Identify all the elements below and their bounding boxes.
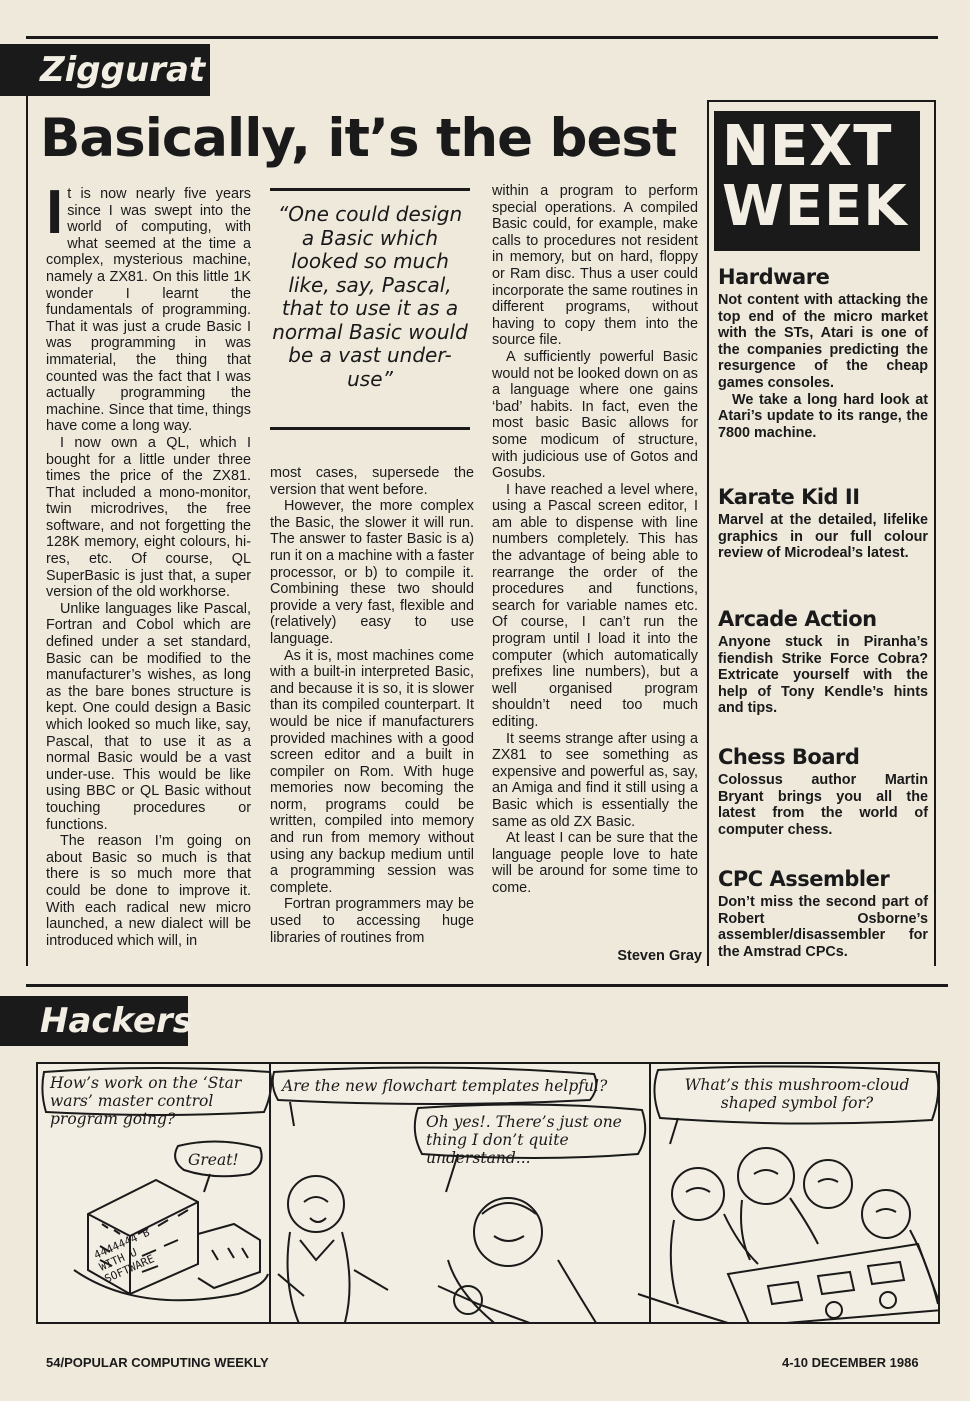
paragraph: within a program to perform special operations. A compiled Basic could, for example, make calls to procedures not resident in memory, but on hard, floppy or Ram disc. Thus a user could incorporate the same routines in different programs, without having to copy them into the source file. bbox=[492, 183, 698, 349]
article-bottom-rule bbox=[26, 984, 948, 987]
next-week-banner bbox=[714, 111, 920, 251]
next-week-item-body: Don’t miss the second part of Robert Osborne’s assembler/disassembler for the Amstrad CPCs. bbox=[718, 894, 928, 960]
hackers-cartoon-strip bbox=[36, 1062, 940, 1324]
next-week-item-cpc-assembler bbox=[718, 866, 928, 960]
paragraph: A sufficiently powerful Basic would not be looked down on as a language where one gains ‘bad’ habits. In fact, even the most basic Basic allows for some modicum of structure, with judicious use of Gotos and Gosubs. bbox=[492, 348, 698, 482]
next-week-item-title: Arcade Action bbox=[718, 607, 877, 631]
article-column-1 bbox=[46, 178, 251, 949]
cartoon-bubble-2: Great! bbox=[188, 1151, 239, 1169]
next-week-item-body: Anyone stuck in Piranha’s fiendish Strike Force Cobra? Extricate yourself with the help of Tony Kendle’s hints and tips. bbox=[718, 634, 928, 717]
paragraph: The reason I’m going on about Basic so much is that there is so much more that could be done to improve it. With each radical new micro launched, a new dialect will be introduced which will, in bbox=[46, 833, 251, 949]
paragraph: As it is, most machines come with a built-in interpreted Basic, and because it is so, it is slower than its compiled counterpart. It would be nice if manufacturers provided machines with a good screen editor and a built in compiler on Rom. With huge memories now becoming the norm, programs could be written, compiled into memory and run from memory without using any backup medium until a programming session was complete. bbox=[270, 647, 474, 896]
cartoon-bubble-5: What’s this mushroom-cloud shaped symbol for? bbox=[684, 1076, 910, 1112]
section-tab-hackers: Hackers bbox=[0, 996, 188, 1046]
next-week-item-arcade-action bbox=[718, 606, 928, 717]
cartoon-bubble-3: Are the new flowchart templates helpful? bbox=[282, 1077, 608, 1095]
next-week-item-body: Colossus author Martin Bryant brings you all the latest from the world of computer chess. bbox=[718, 772, 928, 838]
pull-quote: “One could design a Basic which looked so much like, say, Pascal, that to use it as a normal Basic would be a vast under-use” bbox=[270, 188, 470, 430]
next-week-banner-line2: WEEK bbox=[722, 174, 908, 239]
next-week-banner-line1: NEXT bbox=[722, 114, 893, 179]
next-week-item-body: Marvel at the detailed, lifelike graphics in our full colour review of Microdeal’s latest. bbox=[718, 512, 928, 562]
footer-issue-date: 4-10 DECEMBER 1986 bbox=[782, 1355, 919, 1370]
next-week-item-title: Karate Kid II bbox=[718, 485, 860, 509]
sidebar-divider bbox=[707, 100, 709, 966]
article-column-3 bbox=[492, 183, 698, 897]
next-week-item-karate-kid bbox=[718, 484, 928, 562]
next-week-item-hardware bbox=[718, 264, 928, 441]
sidebar-top-rule bbox=[707, 100, 936, 102]
paragraph: most cases, supersede the version that went before. bbox=[270, 465, 474, 498]
next-week-item-body: We take a long hard look at Atari’s update to its range, the 7800 machine. bbox=[718, 391, 928, 441]
top-rule bbox=[26, 36, 938, 39]
footer-page-info: 54/POPULAR COMPUTING WEEKLY bbox=[46, 1355, 269, 1370]
next-week-item-body: Not content with attacking the top end of the micro market with the STs, Atari is one of the companies predicting the resurgence of the cheap games consoles. bbox=[718, 292, 928, 391]
paragraph: However, the more complex the Basic, the slower it will run. The answer to faster Basic is a) run it on a machine with a faster processor, or b) to compile it. Combining these two should provide a very fast, flexible and (relatively) easy to use language. bbox=[270, 498, 474, 647]
paragraph: I have reached a level where, using a Pascal screen editor, I am able to dispense with line numbers completely. This has the advantage of being able to rearrange the order of the procedures and functions, search for variable names etc. Of course, I can’t run the program until I load it into the computer (which automatically prefixes line numbers), but a well organised program shouldn’t need too much editing. bbox=[492, 481, 698, 730]
paragraph: It seems strange after using a ZX81 to see something as expensive and powerful as, say, an Amiga and find it still using a Basic which is essentially the same as old ZX Basic. bbox=[492, 730, 698, 830]
next-week-item-title: CPC Assembler bbox=[718, 867, 890, 891]
paragraph: t is now nearly five years since I was swept into the world of computing, with what seemed at the time a complex, mysterious machine, namely a ZX81. On this little 1K wonder I learnt the fundamentals of programming. That it was just a crude Basic I was programming in was immaterial, the thing that counted was the fact that I was actually programming the machine. Since that time, things have come a long way. bbox=[46, 186, 251, 435]
paragraph: Unlike languages like Pascal, Fortran and Cobol which are defined under a set standard, Basic can be modified to the manufacturer’s wishes, as long as the bare bones structure is kept. One could design a Basic which looked so much like, say, Pascal, that to use it as a normal Basic would be a vast under-use. This would be like using BBC or QL Basic without touching procedures or functions. bbox=[46, 600, 251, 833]
article-headline: Basically, it’s the best bbox=[40, 108, 677, 169]
paragraph: Fortran programmers may be used to accessing huge libraries of routines from bbox=[270, 896, 474, 946]
byline: Steven Gray bbox=[617, 948, 702, 964]
paragraph: I now own a QL, which I bought for a little under three times the price of the ZX81. That included a mono-monitor, twin microdrives, the free software, and not forgetting the 128K memory, eight colours, hi-res, etc. Of course, QL SuperBasic is just that, a super version of the old workhorse. bbox=[46, 434, 251, 601]
next-week-item-title: Hardware bbox=[718, 265, 830, 289]
frame-right-line bbox=[934, 100, 936, 966]
next-week-item-title: Chess Board bbox=[718, 745, 860, 769]
cartoon-bubble-4: Oh yes!. There’s just one thing I don’t quite understand... bbox=[426, 1113, 622, 1167]
cartoon-box-label: 4444444 B WITH U SOFTWARE bbox=[91, 1225, 157, 1286]
next-week-item-chess-board bbox=[718, 744, 928, 838]
drop-cap: I bbox=[46, 178, 64, 247]
paragraph: At least I can be sure that the language people love to hate will be around for some time to come. bbox=[492, 830, 698, 896]
cartoon-bubble-1: How’s work on the ‘Star wars’ master control program going? bbox=[50, 1074, 242, 1128]
frame-left-line bbox=[26, 96, 28, 966]
section-tab-ziggurat: Ziggurat bbox=[0, 44, 210, 96]
article-column-2 bbox=[270, 465, 474, 946]
